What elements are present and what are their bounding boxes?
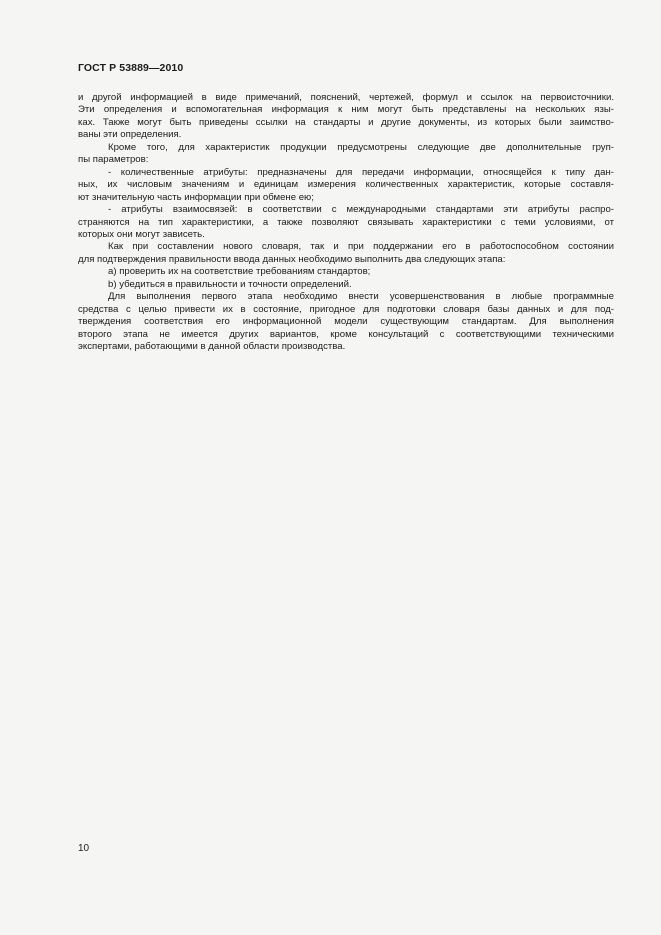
text-line: - количественные атрибуты: предназначены для передачи информации, относящейся к типу дан- <box>108 166 614 178</box>
text-line: Для выполнения первого этапа необходимо внести усовершенствования в любые программные <box>108 291 614 303</box>
body-text <box>78 92 614 354</box>
text-line: пы параметров: <box>78 154 149 166</box>
text-line: - атрибуты взаимосвязей: в соответствии с международными стандартами эти атрибуты распро- <box>108 204 614 216</box>
text-line: экспертами, работающими в данной области производства. <box>78 341 346 353</box>
text-line: для подтверждения правильности ввода данных необходимо выполнить два следующих этапа: <box>78 253 506 265</box>
text-line: ваны эти определения. <box>78 129 182 141</box>
text-line: которых они могут зависеть. <box>78 228 205 240</box>
text-line: второго этапа не имеется других вариантов, кроме консультаций с соответствующими техническими <box>78 328 614 340</box>
text-line: Эти определения и вспомогательная информация к ним могут быть представлены на нескольких язы- <box>78 104 614 116</box>
text-line: ках. Также могут быть приведены ссылки на стандарты и другие документы, из которых были заимство- <box>78 116 614 128</box>
text-line: Как при составлении нового словаря, так и при поддержании его в работоспособном состоянии <box>108 241 614 253</box>
text-line: страняются на тип характеристики, а также позволяют связывать характеристики с теми условиями, от <box>78 216 614 228</box>
list-item-b: b) убедиться в правильности и точности определений. <box>108 278 352 290</box>
page-number: 10 <box>78 843 90 854</box>
text-line: ных, их числовым значениям и единицам измерения количественных характеристик, которые составля- <box>78 179 614 191</box>
document-header: ГОСТ Р 53889—2010 <box>78 62 184 74</box>
list-item-a: а) проверить их на соответствие требованиям стандартов; <box>108 266 371 278</box>
text-line: средства с целью привести их в состояние, пригодное для подготовки словаря базы данных и для под- <box>78 303 614 315</box>
text-line: и другой информацией в виде примечаний, пояснений, чертежей, формул и ссылок на первоисточники. <box>78 92 614 103</box>
text-line: ют значительную часть информации при обмене ею; <box>78 191 314 203</box>
text-line: Кроме того, для характеристик продукции предусмотрены следующие две дополнительные груп- <box>108 141 614 153</box>
text-line: тверждения соответствия его информационной модели существующим стандартам. Для выполнения <box>78 316 614 328</box>
